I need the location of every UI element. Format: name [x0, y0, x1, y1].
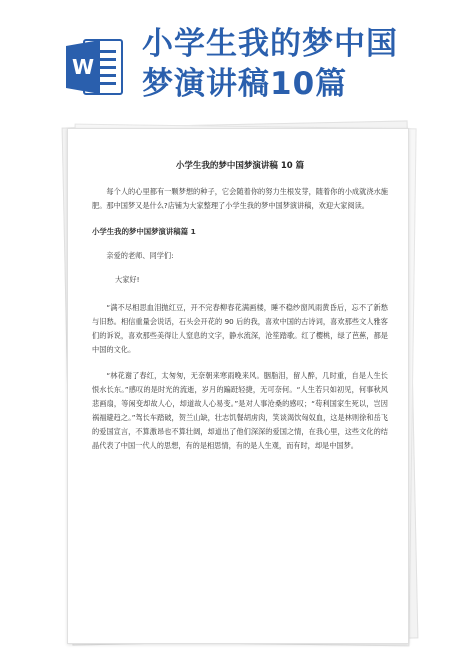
page-title [142, 24, 398, 104]
intro-paragraph: 每个人的心里都有一颗梦想的种子，它会随着你的努力生根发芽，随着你的小成就浇水施肥。那中国梦又是什么?店铺为大家整理了小学生我的梦中国梦演讲稿，欢迎大家阅读。 [92, 187, 388, 210]
document-preview [63, 128, 417, 648]
word-document-icon [66, 36, 124, 98]
header-banner [0, 0, 474, 118]
section-heading: 小学生我的梦中国梦演讲稿篇 1 [92, 227, 196, 236]
document-page [67, 128, 409, 644]
title-line-2: 梦演讲稿10篇 [142, 66, 348, 102]
svg-text:W: W [71, 55, 95, 79]
body-paragraph-1: “满不尽相思血泪抛红豆，开不完春柳春花满画楼，睡不稳纱窗风雨黄昏后，忘不了新愁与旧愁。相信重量会说话，石头会开花的 90 后的我，喜欢中国的古诗词，喜欢那些文人雅客们的诉说，喜欢那些美得让人窒息的文字，静水流深，沧笙踏歌。红了樱桃，绿了芭蕉，都是中国的文化。 [92, 303, 388, 354]
salutation: 亲爱的老师、同学们: [106, 251, 174, 260]
title-line-1: 小学生我的梦中国 [142, 26, 398, 62]
document-body [92, 159, 388, 465]
document-title: 小学生我的梦中国梦演讲稿 10 篇 [175, 161, 305, 171]
greeting: 大家好! [115, 275, 140, 284]
body-paragraph-2: “林花谢了春红，太匆匆，无奈朝来寒雨晚来风。胭脂泪，留人醉，几时重，自是人生长恨水长东。”感叹的是时光的流逝，岁月的蹁跹轻捷，无可奈何。“人生若只如初见，何事秋风悲画扇，等闲变却故人心，却道故人心易变。”是对人事沧桑的感叹；“苟利国家生死以，岂因祸福避趋之。”驾长车踏破，贺兰山缺，壮志饥餐胡虏肉，笑谈渴饮匈奴血，这是林则徐和岳飞的爱国宣言，不算激昂也不算壮阔，却道出了他们深深的爱国之情，在我心里，这些文化的结晶代表了中国一代人的思想，有的是相思情，有的是人生观，而有时，却是中国梦。 [92, 371, 388, 450]
